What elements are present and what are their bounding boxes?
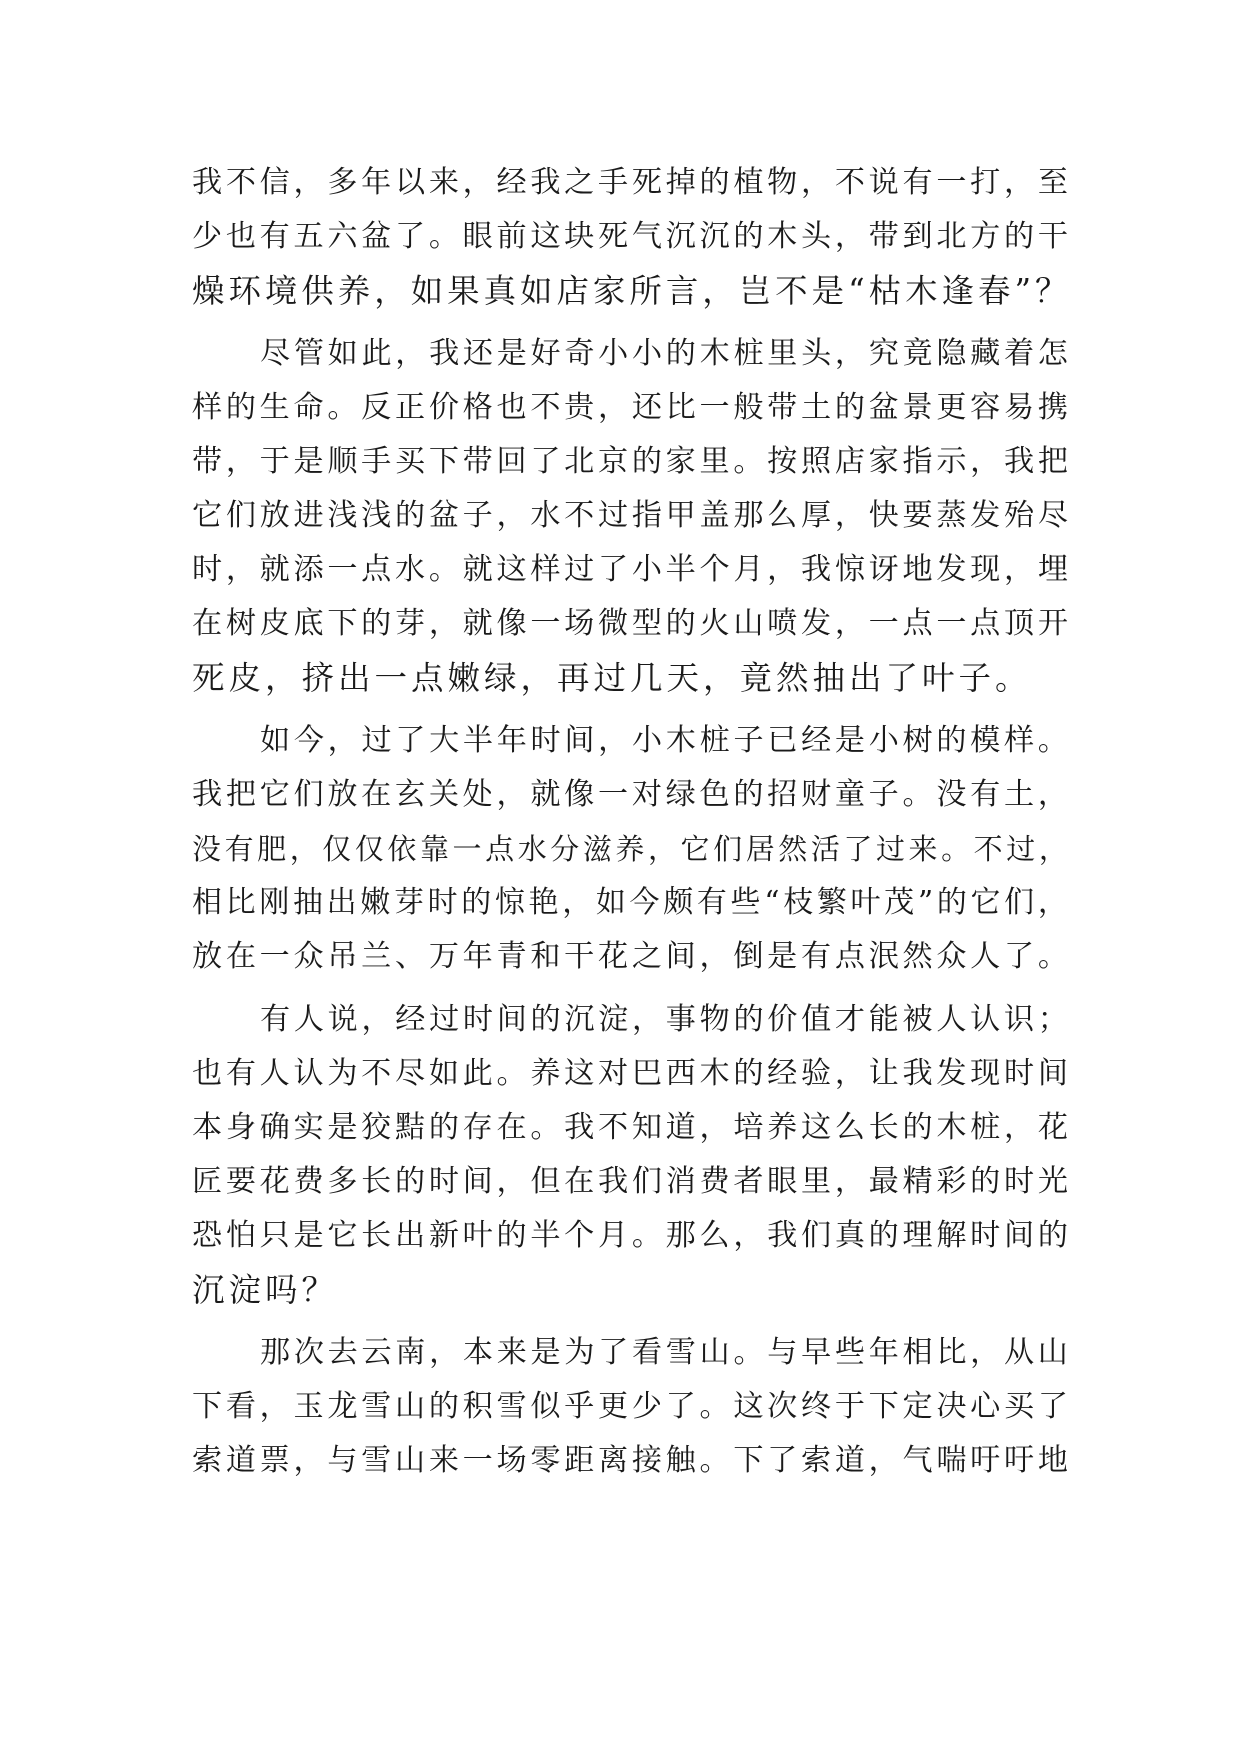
article-body bbox=[192, 156, 1072, 1488]
text-line: 如今，过了大半年时间，小木桩子已经是小树的模样。 bbox=[260, 723, 1072, 758]
text-line: 那次去云南，本来是为了看雪山。与早些年相比，从山 bbox=[260, 1335, 1072, 1370]
text-line: 下看，玉龙雪山的积雪似乎更少了。这次终于下定决心买了 bbox=[192, 1389, 1072, 1424]
text-line: 在树皮底下的芽，就像一场微型的火山喷发，一点一点顶开 bbox=[192, 606, 1072, 641]
text-line: 样的生命。反正价格也不贵，还比一般带土的盆景更容易携 bbox=[192, 390, 1072, 425]
text-line: 死皮，挤出一点嫩绿，再过几天，竟然抽出了叶子。 bbox=[192, 659, 1032, 697]
paragraph-5 bbox=[192, 1326, 1072, 1488]
text-line: 匠要花费多长的时间，但在我们消费者眼里，最精彩的时光 bbox=[192, 1164, 1072, 1199]
text-line: 索道票，与雪山来一场零距离接触。下了索道，气喘吁吁地 bbox=[192, 1443, 1072, 1478]
text-line: 放在一众吊兰、万年青和干花之间，倒是有点泯然众人了。 bbox=[192, 939, 1072, 974]
paragraph-4 bbox=[192, 993, 1072, 1317]
text-line: 它们放进浅浅的盆子，水不过指甲盖那么厚，快要蒸发殆尽 bbox=[192, 498, 1072, 533]
paragraph-1 bbox=[192, 156, 1072, 318]
text-line: 相比刚抽出嫩芽时的惊艳，如今颇有些“枝繁叶茂”的它们， bbox=[192, 885, 1072, 920]
text-line: 尽管如此，我还是好奇小小的木桩里头，究竟隐藏着怎 bbox=[260, 336, 1072, 371]
text-line: 没有肥，仅仅依靠一点水分滋养，它们居然活了过来。不过， bbox=[192, 832, 1072, 866]
text-line: 本身确实是狡黠的存在。我不知道，培养这么长的木桩，花 bbox=[192, 1110, 1072, 1145]
text-line: 恐怕只是它长出新叶的半个月。那么，我们真的理解时间的 bbox=[192, 1218, 1072, 1253]
text-line: 我把它们放在玄关处，就像一对绿色的招财童子。没有土， bbox=[192, 777, 1072, 812]
text-line: 时，就添一点水。就这样过了小半个月，我惊讶地发现，埋 bbox=[192, 552, 1072, 587]
text-line: 沉淀吗？ bbox=[192, 1271, 339, 1309]
text-line: 带，于是顺手买下带回了北京的家里。按照店家指示，我把 bbox=[192, 444, 1072, 479]
text-line: 少也有五六盆了。眼前这块死气沉沉的木头，带到北方的干 bbox=[192, 219, 1072, 254]
paragraph-2 bbox=[192, 327, 1072, 705]
text-line: 有人说，经过时间的沉淀，事物的价值才能被人认识； bbox=[260, 1002, 1072, 1037]
text-line: 燥环境供养，如果真如店家所言，岂不是“枯木逢春”？ bbox=[192, 272, 1072, 310]
paragraph-3 bbox=[192, 714, 1072, 984]
text-line: 我不信，多年以来，经我之手死掉的植物，不说有一打，至 bbox=[192, 165, 1072, 200]
text-line: 也有人认为不尽如此。养这对巴西木的经验，让我发现时间 bbox=[192, 1056, 1072, 1091]
